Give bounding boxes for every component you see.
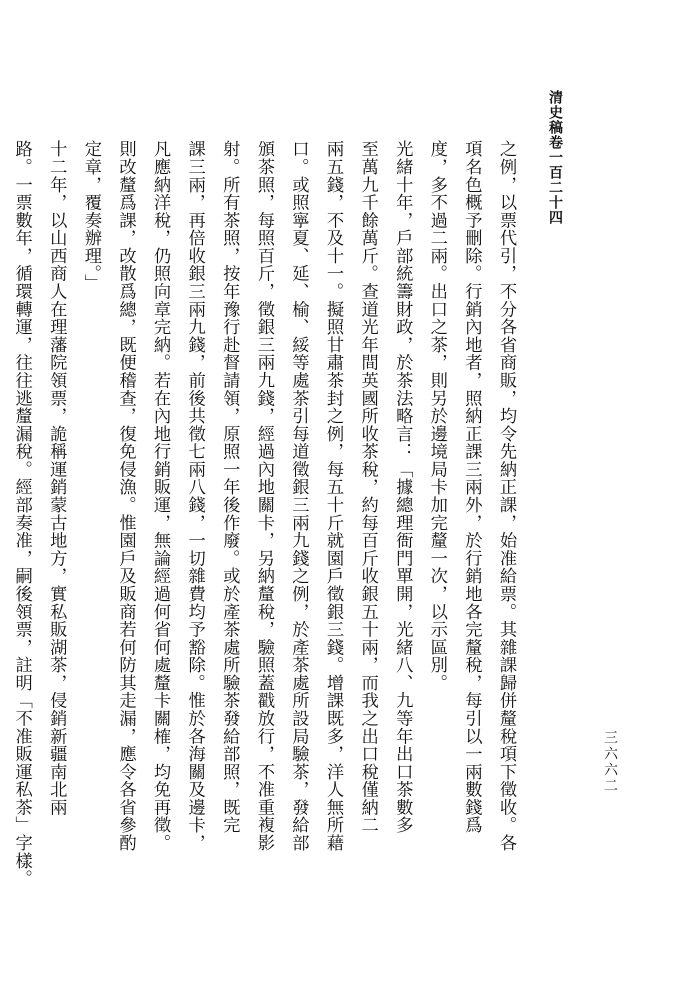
- text-column: 射。所有茶照，按年豫行赴督請領，原照一年後作廢。或於產茶處所驗茶發給部照，既完: [219, 140, 240, 834]
- page-header-title: 清史稿卷一百二十四: [547, 90, 563, 225]
- text-column: 度，多不過二兩。出口之茶，則另於邊境局卡加完釐一次，以示區別。: [426, 140, 447, 692]
- text-column: 口。或照寧夏、延、榆、綏等處茶引每道徵銀三兩九錢之例，於產茶處所設局驗茶，發給部: [288, 140, 309, 852]
- text-column: 課三兩，再倍收銀三兩九錢，前後共徵七兩八錢，一切雜費均予豁除。惟於各海關及邊卡，: [184, 140, 205, 852]
- text-column: 頒茶照，每照百斤，徵銀三兩九錢，經過內地關卡，另納釐稅，驗照蓋戳放行，不准重複影: [253, 140, 274, 852]
- text-column: 項名色概予刪除。行銷內地者，照納正課三兩外，於行銷地各完釐稅，每引以一兩數錢爲: [461, 140, 482, 834]
- text-column: 則改釐爲課，改散爲總，既便稽查，復免侵漁。惟園戶及販商若何防其走漏，應令各省參酌: [115, 140, 136, 852]
- text-column: 至萬九千餘萬斤。查道光年間英國所收茶稅，約每百斤收銀五十兩，而我之出口稅僅納二: [357, 140, 378, 834]
- text-column: 路。一票數年，循環轉運，往往逃釐漏稅。經部奏准，嗣後領票，註明「不准販運私茶」字樣。: [11, 140, 32, 888]
- text-column: 光緒十年，戶部統籌財政，於茶法略言：「據總理衙門單開，光緒八、九等年出口茶數多: [392, 140, 413, 834]
- text-column: 之例，以票代引，不分各省商販，均令先納正課，始准給票。其雜課歸併釐稅項下徵收。各: [496, 140, 516, 852]
- page-number: 三六六二: [602, 730, 618, 794]
- text-column: 定章，覆奏辦理。」: [80, 140, 101, 292]
- text-column: 凡應納洋稅，仍照向章完納。若在內地行銷販運，無論經過何省何處釐卡關榷，均免再徵。: [150, 140, 171, 852]
- text-column: 十二年，以山西商人在理藩院領票，詭稱運銷蒙古地方，實私販湖茶，侵銷新疆南北兩: [46, 140, 67, 817]
- text-column: 兩五錢，不及十一。擬照甘肅茶封之例，每五十斤就園戶徵銀三錢。增課既多，洋人無所藉: [323, 140, 344, 852]
- body-text: [4, 140, 523, 980]
